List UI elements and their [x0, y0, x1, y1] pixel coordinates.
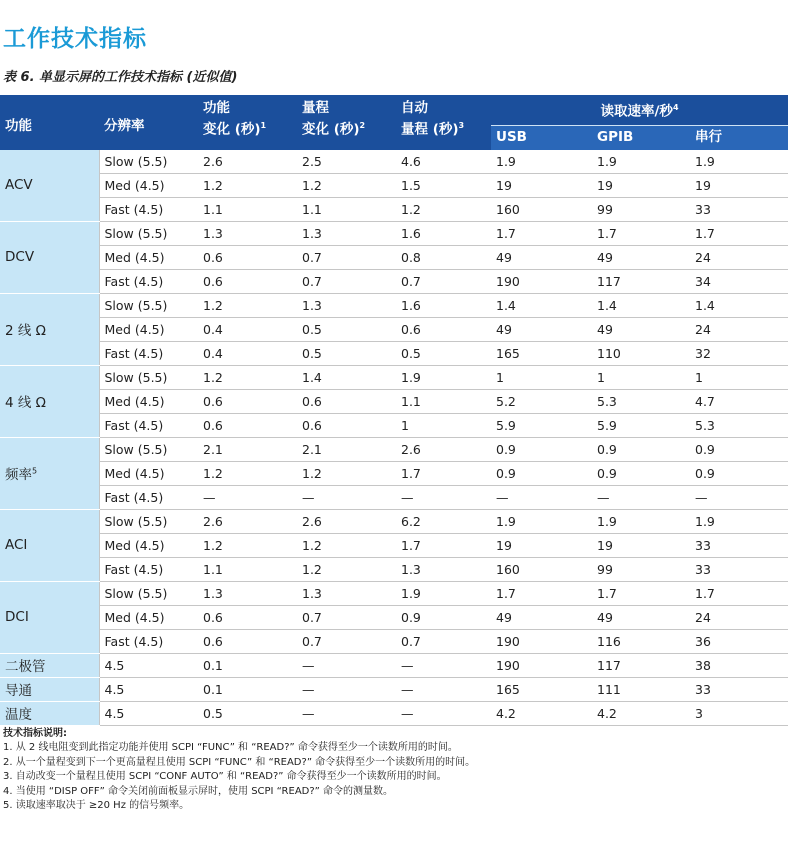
cell-gpib: 1.7 [592, 581, 690, 605]
cell-ar: 0.5 [396, 341, 491, 365]
cell-res: Slow (5.5) [99, 293, 198, 317]
cell-rc: — [297, 485, 396, 509]
cell-ar: 1 [396, 413, 491, 437]
cell-usb: 0.9 [491, 437, 592, 461]
cell-res: Med (4.5) [99, 461, 198, 485]
cell-gpib: 19 [592, 173, 690, 197]
cell-serial: 19 [690, 173, 788, 197]
cell-gpib: 116 [592, 629, 690, 653]
cell-usb: 1 [491, 365, 592, 389]
cell-res: Fast (4.5) [99, 197, 198, 221]
cell-res: 4.5 [99, 677, 198, 701]
cell-usb: 4.2 [491, 701, 592, 725]
cell-usb: 190 [491, 629, 592, 653]
cell-fc: 2.1 [198, 437, 297, 461]
cell-usb: 1.7 [491, 581, 592, 605]
cell-serial: 1.9 [690, 509, 788, 533]
cell-serial: 1.9 [690, 150, 788, 174]
cell-ar: 1.5 [396, 173, 491, 197]
cell-ar: 1.6 [396, 293, 491, 317]
cell-serial: 36 [690, 629, 788, 653]
table-row [0, 269, 788, 293]
cell-gpib: 99 [592, 197, 690, 221]
cell-serial: 0.9 [690, 437, 788, 461]
cell-serial: 38 [690, 653, 788, 677]
cell-rc: 1.4 [297, 365, 396, 389]
cell-fc: 0.6 [198, 389, 297, 413]
cell-res: Med (4.5) [99, 389, 198, 413]
cell-usb: 1.7 [491, 221, 592, 245]
cell-fc: 0.4 [198, 341, 297, 365]
function-label: 导通 [5, 683, 32, 699]
cell-rc: 0.7 [297, 629, 396, 653]
table-row [0, 605, 788, 629]
note-item: 4. 当使用 “DISP OFF” 命令关闭前面板显示屏时，使用 SCPI “READ?” 命令的测量数。 [3, 785, 394, 797]
note-item: 5. 读取速率取决于 ≥20 Hz 的信号频率。 [3, 800, 190, 812]
cell-rc: 1.2 [297, 533, 396, 557]
header-usb: USB [491, 125, 592, 150]
cell-res: 4.5 [99, 701, 198, 725]
function-label: 二极管 [5, 659, 46, 675]
cell-rc: 2.6 [297, 509, 396, 533]
cell-gpib: 117 [592, 653, 690, 677]
cell-ar: 1.6 [396, 221, 491, 245]
cell-usb: 0.9 [491, 461, 592, 485]
cell-serial: 1.4 [690, 293, 788, 317]
table-row [0, 509, 788, 533]
cell-res: Fast (4.5) [99, 629, 198, 653]
cell-rc: 0.5 [297, 341, 396, 365]
cell-fc: 1.1 [198, 197, 297, 221]
cell-usb: — [491, 485, 592, 509]
function-cell [0, 365, 99, 437]
table-row [0, 653, 788, 677]
table-row [0, 365, 788, 389]
table-row [0, 437, 788, 461]
cell-ar: — [396, 653, 491, 677]
function-cell [0, 221, 99, 293]
cell-fc: 1.2 [198, 365, 297, 389]
cell-usb: 19 [491, 173, 592, 197]
cell-rc: 0.7 [297, 605, 396, 629]
cell-res: Med (4.5) [99, 245, 198, 269]
cell-serial: 24 [690, 317, 788, 341]
cell-res: Fast (4.5) [99, 341, 198, 365]
cell-gpib: 5.3 [592, 389, 690, 413]
cell-serial: 3 [690, 701, 788, 725]
table-row [0, 245, 788, 269]
notes [3, 727, 475, 813]
header-function-change: 功能 变化 (秒)$^1$ [198, 95, 297, 150]
note-item: 3. 自动改变一个量程且使用 SCPI “CONF AUTO” 和 “READ?” 命令获得至少一个读数所用的时间。 [3, 771, 447, 783]
cell-gpib: 5.9 [592, 413, 690, 437]
cell-usb: 49 [491, 245, 592, 269]
table-row [0, 221, 788, 245]
cell-rc: 1.1 [297, 197, 396, 221]
cell-res: 4.5 [99, 653, 198, 677]
cell-rc: — [297, 701, 396, 725]
cell-res: Fast (4.5) [99, 269, 198, 293]
cell-ar: — [396, 701, 491, 725]
function-label: 4 线 Ω [5, 395, 46, 411]
cell-gpib: 1.4 [592, 293, 690, 317]
spec-table [0, 95, 788, 726]
header-gpib: GPIB [592, 125, 690, 150]
cell-usb: 49 [491, 605, 592, 629]
cell-ar: 1.3 [396, 557, 491, 581]
table-row [0, 389, 788, 413]
header-range-change: 量程 变化 (秒)$^2$ [297, 95, 396, 150]
table-body [0, 150, 788, 726]
cell-gpib: 1.7 [592, 221, 690, 245]
cell-fc: 1.2 [198, 461, 297, 485]
cell-rc: 1.2 [297, 461, 396, 485]
cell-usb: 1.9 [491, 150, 592, 174]
cell-gpib: 0.9 [592, 461, 690, 485]
cell-ar: 1.7 [396, 461, 491, 485]
cell-ar: 1.1 [396, 389, 491, 413]
cell-gpib: 0.9 [592, 437, 690, 461]
function-cell [0, 653, 99, 677]
cell-gpib: 117 [592, 269, 690, 293]
cell-rc: 0.5 [297, 317, 396, 341]
cell-fc: 0.5 [198, 701, 297, 725]
cell-rc: 1.2 [297, 173, 396, 197]
cell-usb: 190 [491, 653, 592, 677]
cell-serial: 24 [690, 245, 788, 269]
cell-rc: 0.6 [297, 389, 396, 413]
cell-serial: 33 [690, 677, 788, 701]
function-cell [0, 293, 99, 365]
table-row [0, 677, 788, 701]
cell-gpib: 49 [592, 605, 690, 629]
cell-rc: 0.7 [297, 245, 396, 269]
function-label: DCI [5, 609, 29, 625]
cell-usb: 1.9 [491, 509, 592, 533]
cell-ar: 6.2 [396, 509, 491, 533]
cell-fc: 1.3 [198, 581, 297, 605]
cell-res: Fast (4.5) [99, 485, 198, 509]
cell-gpib: 19 [592, 533, 690, 557]
cell-ar: 0.9 [396, 605, 491, 629]
cell-gpib: 1.9 [592, 509, 690, 533]
notes-heading: 技术指标说明: [3, 728, 67, 739]
function-cell [0, 581, 99, 653]
function-label: ACV [5, 177, 33, 193]
function-cell [0, 701, 99, 725]
cell-rc: 1.3 [297, 293, 396, 317]
cell-res: Med (4.5) [99, 605, 198, 629]
cell-rc: 1.3 [297, 581, 396, 605]
cell-res: Fast (4.5) [99, 557, 198, 581]
cell-fc: 0.1 [198, 677, 297, 701]
cell-fc: 1.2 [198, 293, 297, 317]
table-row [0, 317, 788, 341]
header-resolution: 分辨率 [99, 95, 198, 150]
table-row [0, 173, 788, 197]
cell-res: Slow (5.5) [99, 437, 198, 461]
cell-rc: 0.7 [297, 269, 396, 293]
table-row [0, 629, 788, 653]
cell-ar: — [396, 677, 491, 701]
function-label: 2 线 Ω [5, 323, 46, 339]
cell-ar: — [396, 485, 491, 509]
cell-fc: 0.6 [198, 269, 297, 293]
cell-ar: 0.8 [396, 245, 491, 269]
cell-usb: 160 [491, 197, 592, 221]
cell-ar: 2.6 [396, 437, 491, 461]
header-autorange: 自动 量程 (秒)$^3$ [396, 95, 491, 150]
cell-serial: 0.9 [690, 461, 788, 485]
cell-usb: 19 [491, 533, 592, 557]
cell-fc: 2.6 [198, 150, 297, 174]
table-row [0, 581, 788, 605]
cell-usb: 165 [491, 341, 592, 365]
cell-serial: 4.7 [690, 389, 788, 413]
cell-serial: 24 [690, 605, 788, 629]
cell-fc: 1.3 [198, 221, 297, 245]
cell-gpib: — [592, 485, 690, 509]
table-row [0, 293, 788, 317]
cell-serial: 34 [690, 269, 788, 293]
cell-ar: 0.7 [396, 269, 491, 293]
table-row [0, 341, 788, 365]
cell-usb: 5.9 [491, 413, 592, 437]
cell-serial: 1.7 [690, 581, 788, 605]
table-row [0, 413, 788, 437]
cell-gpib: 99 [592, 557, 690, 581]
function-cell [0, 437, 99, 509]
cell-usb: 5.2 [491, 389, 592, 413]
cell-serial: 33 [690, 197, 788, 221]
cell-rc: — [297, 677, 396, 701]
cell-gpib: 1 [592, 365, 690, 389]
cell-ar: 0.7 [396, 629, 491, 653]
cell-rc: 2.1 [297, 437, 396, 461]
cell-rc: 0.6 [297, 413, 396, 437]
cell-ar: 1.9 [396, 581, 491, 605]
table-row [0, 461, 788, 485]
cell-fc: 0.6 [198, 245, 297, 269]
cell-gpib: 111 [592, 677, 690, 701]
table-row [0, 197, 788, 221]
cell-res: Med (4.5) [99, 173, 198, 197]
header-serial: 串行 [690, 125, 788, 150]
cell-usb: 49 [491, 317, 592, 341]
table-row [0, 533, 788, 557]
cell-fc: 0.6 [198, 629, 297, 653]
cell-fc: 2.6 [198, 509, 297, 533]
cell-fc: 0.4 [198, 317, 297, 341]
cell-serial: — [690, 485, 788, 509]
cell-serial: 1 [690, 365, 788, 389]
cell-res: Slow (5.5) [99, 221, 198, 245]
cell-gpib: 49 [592, 245, 690, 269]
cell-usb: 160 [491, 557, 592, 581]
table-row [0, 150, 788, 174]
cell-res: Med (4.5) [99, 533, 198, 557]
function-label: 温度 [5, 707, 32, 723]
cell-rc: 1.2 [297, 557, 396, 581]
cell-ar: 1.7 [396, 533, 491, 557]
header-function: 功能 [0, 95, 99, 150]
cell-usb: 165 [491, 677, 592, 701]
cell-fc: 0.6 [198, 413, 297, 437]
cell-fc: 1.2 [198, 173, 297, 197]
cell-rc: — [297, 653, 396, 677]
note-item: 2. 从一个量程变到下一个更高量程且使用 SCPI “FUNC” 和 “READ?” 命令获得至少一个读数所用的时间。 [3, 756, 476, 768]
cell-res: Slow (5.5) [99, 150, 198, 174]
cell-serial: 5.3 [690, 413, 788, 437]
cell-ar: 1.9 [396, 365, 491, 389]
cell-gpib: 49 [592, 317, 690, 341]
cell-ar: 4.6 [396, 150, 491, 174]
cell-usb: 1.4 [491, 293, 592, 317]
page-title: 工作技术指标 [3, 26, 147, 52]
cell-res: Slow (5.5) [99, 509, 198, 533]
function-label: ACI [5, 537, 28, 553]
cell-gpib: 1.9 [592, 150, 690, 174]
cell-ar: 1.2 [396, 197, 491, 221]
cell-serial: 32 [690, 341, 788, 365]
cell-usb: 190 [491, 269, 592, 293]
table-row [0, 557, 788, 581]
header-reading-speed: 读取速率/秒$^4$ [491, 95, 788, 125]
cell-fc: 0.1 [198, 653, 297, 677]
cell-ar: 0.6 [396, 317, 491, 341]
function-cell [0, 677, 99, 701]
cell-gpib: 110 [592, 341, 690, 365]
cell-res: Slow (5.5) [99, 365, 198, 389]
cell-fc: 1.2 [198, 533, 297, 557]
cell-rc: 2.5 [297, 150, 396, 174]
cell-fc: 0.6 [198, 605, 297, 629]
table-row [0, 701, 788, 725]
function-cell [0, 150, 99, 222]
function-footnote: 5 [32, 466, 38, 476]
cell-fc: 1.1 [198, 557, 297, 581]
cell-serial: 33 [690, 533, 788, 557]
cell-res: Fast (4.5) [99, 413, 198, 437]
cell-res: Med (4.5) [99, 317, 198, 341]
table-row [0, 485, 788, 509]
cell-res: Slow (5.5) [99, 581, 198, 605]
cell-serial: 1.7 [690, 221, 788, 245]
cell-fc: — [198, 485, 297, 509]
table-caption: 表 6. 单显示屏的工作技术指标 (近似值) [3, 70, 238, 85]
function-label: DCV [5, 249, 35, 265]
function-cell [0, 509, 99, 581]
cell-gpib: 4.2 [592, 701, 690, 725]
cell-rc: 1.3 [297, 221, 396, 245]
note-item: 1. 从 2 线电阻变到此指定功能并使用 SCPI “FUNC” 和 “READ?” 命令获得至少一个读数所用的时间。 [3, 742, 458, 754]
function-label: 频率 [5, 467, 32, 483]
cell-serial: 33 [690, 557, 788, 581]
